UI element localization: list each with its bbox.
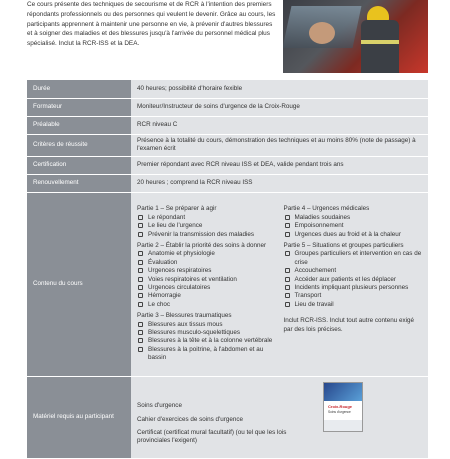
content-note: Inclut RCR-ISS. Inclut tout autre contenu exigé par des lois précises. bbox=[283, 317, 415, 333]
list-item bbox=[137, 337, 276, 345]
row-label: Durée bbox=[27, 80, 131, 98]
list-item bbox=[284, 231, 423, 239]
list-item bbox=[284, 284, 423, 292]
book-brand: Croix-Rouge bbox=[328, 403, 352, 409]
row-label: Préalable bbox=[27, 116, 131, 134]
list-item bbox=[137, 321, 276, 329]
list-item bbox=[137, 284, 276, 292]
content-part bbox=[284, 242, 423, 309]
row-value: 20 heures ; comprend la RCR niveau ISS bbox=[131, 174, 428, 192]
item-label: Urgences respiratoires bbox=[148, 267, 212, 275]
row-duree bbox=[27, 80, 428, 98]
checkbox-icon bbox=[138, 302, 143, 307]
content-part bbox=[284, 205, 423, 239]
item-label: Voies respiratoires et ventilation bbox=[148, 275, 237, 283]
list-item bbox=[284, 276, 423, 284]
manual-cover-image bbox=[323, 382, 363, 432]
item-label: Urgences dues au froid et à la chaleur bbox=[294, 230, 401, 238]
item-label: Urgences circulatoires bbox=[148, 284, 211, 291]
list-item bbox=[137, 231, 276, 239]
material-item: Soins d'urgence bbox=[137, 402, 182, 410]
item-label: Empoisonnement bbox=[294, 222, 344, 230]
list-item bbox=[284, 301, 423, 309]
item-label: Anatomie et physiologie bbox=[148, 250, 215, 258]
checkbox-icon bbox=[285, 285, 290, 290]
item-label: Hémorragie bbox=[148, 292, 181, 300]
row-value: RCR niveau C bbox=[131, 116, 428, 134]
list-item bbox=[284, 250, 423, 267]
row-renouvellement bbox=[27, 174, 428, 192]
item-label: Groupes particuliers et intervention en cas de crise bbox=[294, 250, 422, 266]
list-item bbox=[284, 222, 423, 230]
list-item bbox=[137, 292, 276, 300]
row-certification bbox=[27, 156, 428, 174]
item-label: Lieu de travail bbox=[294, 300, 334, 308]
list-item bbox=[137, 276, 276, 284]
checkbox-icon bbox=[138, 232, 143, 237]
row-value: Présence à la totalité du cours, démonstration des techniques et au moins 80% (note de passage) à l'examen écrit bbox=[131, 134, 428, 156]
list-item bbox=[137, 329, 276, 337]
item-label: Blessures à la poitrine, à l'abdomen et au bassin bbox=[148, 345, 264, 362]
rescue-photo bbox=[283, 0, 428, 73]
item-label: Blessures à la tête et à la colonne vertébrale bbox=[148, 337, 273, 345]
course-info-table bbox=[27, 80, 428, 459]
checkbox-icon bbox=[285, 293, 290, 298]
item-label: Incidents impliquant plusieurs personnes bbox=[294, 284, 409, 291]
row-value: Moniteur/Instructeur de soins d'urgence de la Croix-Rouge bbox=[131, 98, 428, 116]
row-value: Premier répondant avec RCR niveau ISS et DEA, valide pendant trois ans bbox=[131, 156, 428, 174]
checkbox-icon bbox=[138, 251, 143, 256]
list-item bbox=[137, 346, 276, 363]
course-intro: Ce cours présente des techniques de secourisme et de RCR à l'intention des premiers répondants professionnels ou des personnes qui veulent le devenir. Grâce au cours, les participants apprennent à maintenir une personne en vie, à prévenir d'autres blessures et à soigner des maladies et des blessures jusqu'à l'arrivée du personnel médical plus spécialisé. Inclut la RCR-ISS et la DEA. bbox=[27, 1, 276, 48]
item-label: Le répondant bbox=[148, 213, 186, 221]
list-item bbox=[137, 222, 276, 230]
checkbox-icon bbox=[138, 260, 143, 265]
content-part bbox=[137, 242, 276, 309]
item-label: Maladies soudaines bbox=[294, 213, 351, 221]
checkbox-icon bbox=[138, 215, 143, 220]
checkbox-icon bbox=[138, 347, 143, 352]
checkbox-icon bbox=[138, 330, 143, 335]
list-item bbox=[137, 267, 276, 275]
row-materiel bbox=[27, 376, 428, 458]
content-right-column bbox=[284, 205, 423, 362]
item-label: Transport bbox=[294, 292, 322, 300]
checkbox-icon bbox=[138, 277, 143, 282]
row-label: Formateur bbox=[27, 98, 131, 116]
item-label: Le choc bbox=[148, 300, 171, 308]
checkbox-icon bbox=[138, 338, 143, 343]
checkbox-icon bbox=[285, 251, 290, 256]
content-part bbox=[137, 205, 276, 239]
list-item bbox=[284, 267, 423, 275]
row-formateur bbox=[27, 98, 428, 116]
materials bbox=[131, 376, 428, 458]
list-item bbox=[137, 259, 276, 267]
item-label: Prévenir la transmission des maladies bbox=[148, 230, 255, 238]
item-label: Blessures aux tissus mous bbox=[148, 320, 223, 328]
book-title: Soins d'urgence bbox=[328, 409, 351, 414]
item-label: Évaluation bbox=[148, 258, 178, 266]
row-label: Matériel requis au participant bbox=[27, 376, 131, 458]
row-label: Certification bbox=[27, 156, 131, 174]
material-item: Certificat (certificat mural facultatif) (ou tel que les lois provinciales l'exigent) bbox=[137, 429, 287, 445]
checkbox-icon bbox=[285, 215, 290, 220]
item-label: Accéder aux patients et les déplacer bbox=[294, 275, 397, 283]
material-item: Cahier d'exercices de soins d'urgence bbox=[137, 415, 244, 423]
list-item bbox=[137, 214, 276, 222]
item-label: Accouchement bbox=[294, 267, 337, 275]
checkbox-icon bbox=[285, 277, 290, 282]
item-label: Blessures musculo-squelettiques bbox=[148, 329, 241, 337]
row-label: Contenu du cours bbox=[27, 192, 131, 376]
row-criteres bbox=[27, 134, 428, 156]
checkbox-icon bbox=[285, 302, 290, 307]
part-title: Partie 4 – Urgences médicales bbox=[283, 205, 370, 213]
list-item bbox=[137, 301, 276, 309]
row-value: 40 heures; possibilité d'horaire fexible bbox=[131, 80, 428, 98]
row-label: Critères de réussite bbox=[27, 134, 131, 156]
checkbox-icon bbox=[138, 285, 143, 290]
list-item bbox=[284, 214, 423, 222]
part-title: Partie 5 – Situations et groupes particuliers bbox=[283, 241, 404, 249]
list-item bbox=[284, 292, 423, 300]
part-title: Partie 1 – Se préparer à agir bbox=[137, 205, 217, 213]
checkbox-icon bbox=[138, 268, 143, 273]
checkbox-icon bbox=[285, 232, 290, 237]
list-item bbox=[137, 250, 276, 258]
content-left-column bbox=[137, 205, 276, 362]
content-part bbox=[137, 312, 276, 362]
row-prealable bbox=[27, 116, 428, 134]
row-label: Renouvellement bbox=[27, 174, 131, 192]
item-label: Le lieu de l'urgence bbox=[148, 222, 203, 230]
checkbox-icon bbox=[285, 268, 290, 273]
part-title: Partie 2 – Établir la priorité des soins à donner bbox=[137, 241, 267, 249]
row-contenu bbox=[27, 192, 428, 376]
checkbox-icon bbox=[285, 223, 290, 228]
part-title: Partie 3 – Blessures traumatiques bbox=[137, 312, 232, 320]
checkbox-icon bbox=[138, 293, 143, 298]
checkbox-icon bbox=[138, 223, 143, 228]
course-content bbox=[131, 192, 428, 376]
checkbox-icon bbox=[138, 322, 143, 327]
